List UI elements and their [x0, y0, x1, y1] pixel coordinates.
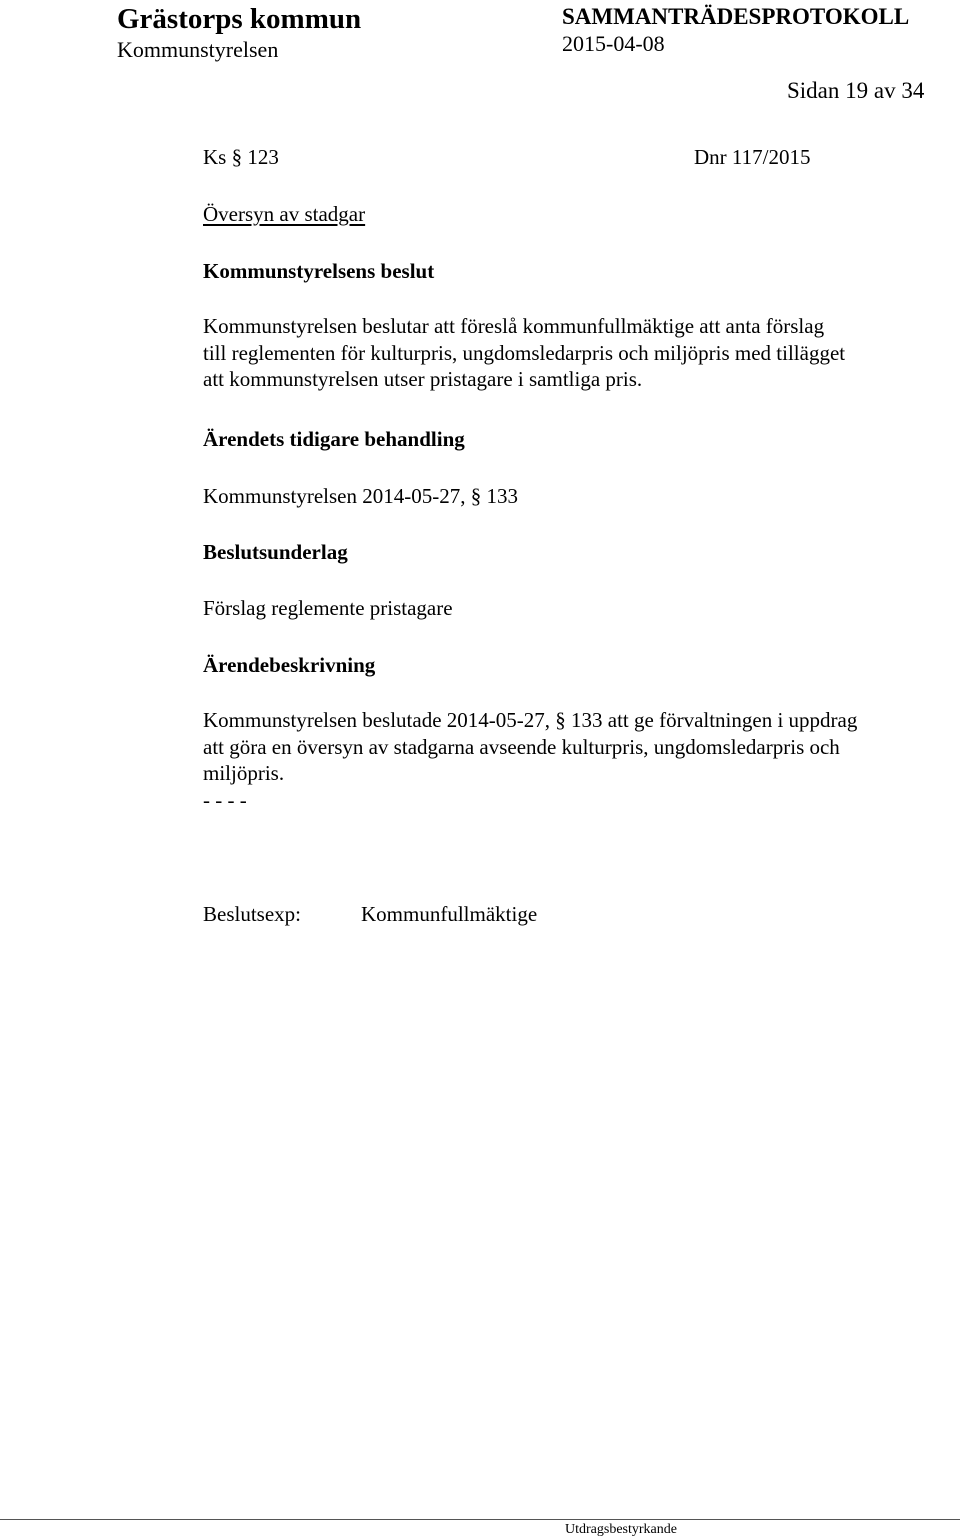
decision-text — [203, 313, 943, 393]
description-text — [203, 707, 943, 813]
decision-heading: Kommunstyrelsens beslut — [203, 259, 435, 283]
prior-handling-text: Kommunstyrelsen 2014-05-27, § 133 — [203, 484, 518, 508]
municipality-name: Grästorps kommun — [117, 3, 362, 35]
case-title: Översyn av stadgar — [203, 202, 366, 226]
decision-line: till reglementen för kulturpris, ungdomsledarpris och miljöpris med tillägget — [203, 340, 846, 365]
decision-line: Kommunstyrelsen beslutar att föreslå kommunfullmäktige att anta förslag — [203, 314, 825, 338]
footer-certification-label: Utdragsbestyrkande — [565, 1522, 677, 1537]
prior-handling-heading: Ärendets tidigare behandling — [203, 427, 465, 451]
description-line: Kommunstyrelsen beslutade 2014-05-27, § 133 att ge förvaltningen i uppdrag — [203, 708, 858, 732]
document-type: SAMMANTRÄDESPROTOKOLL — [562, 4, 910, 29]
meeting-date: 2015-04-08 — [562, 31, 665, 56]
dispatch-recipient: Kommunfullmäktige — [361, 902, 538, 926]
dispatch-label: Beslutsexp: — [203, 902, 301, 926]
description-line: att göra en översyn av stadgarna avseende kulturpris, ungdomsledarpris och — [203, 734, 840, 759]
basis-heading: Beslutsunderlag — [203, 540, 348, 564]
footer-divider — [0, 1519, 960, 1520]
committee-name: Kommunstyrelsen — [117, 37, 279, 62]
page-number: Sidan 19 av 34 — [787, 78, 925, 103]
description-line: miljöpris. — [203, 761, 285, 785]
basis-text: Förslag reglemente pristagare — [203, 596, 453, 620]
case-reference: Ks § 123 — [203, 145, 279, 169]
decision-line: att kommunstyrelsen utser pristagare i samtliga pris. — [203, 367, 643, 391]
description-heading: Ärendebeskrivning — [203, 653, 376, 677]
diary-number: Dnr 117/2015 — [694, 145, 811, 169]
end-marker: - - - - — [203, 787, 247, 812]
